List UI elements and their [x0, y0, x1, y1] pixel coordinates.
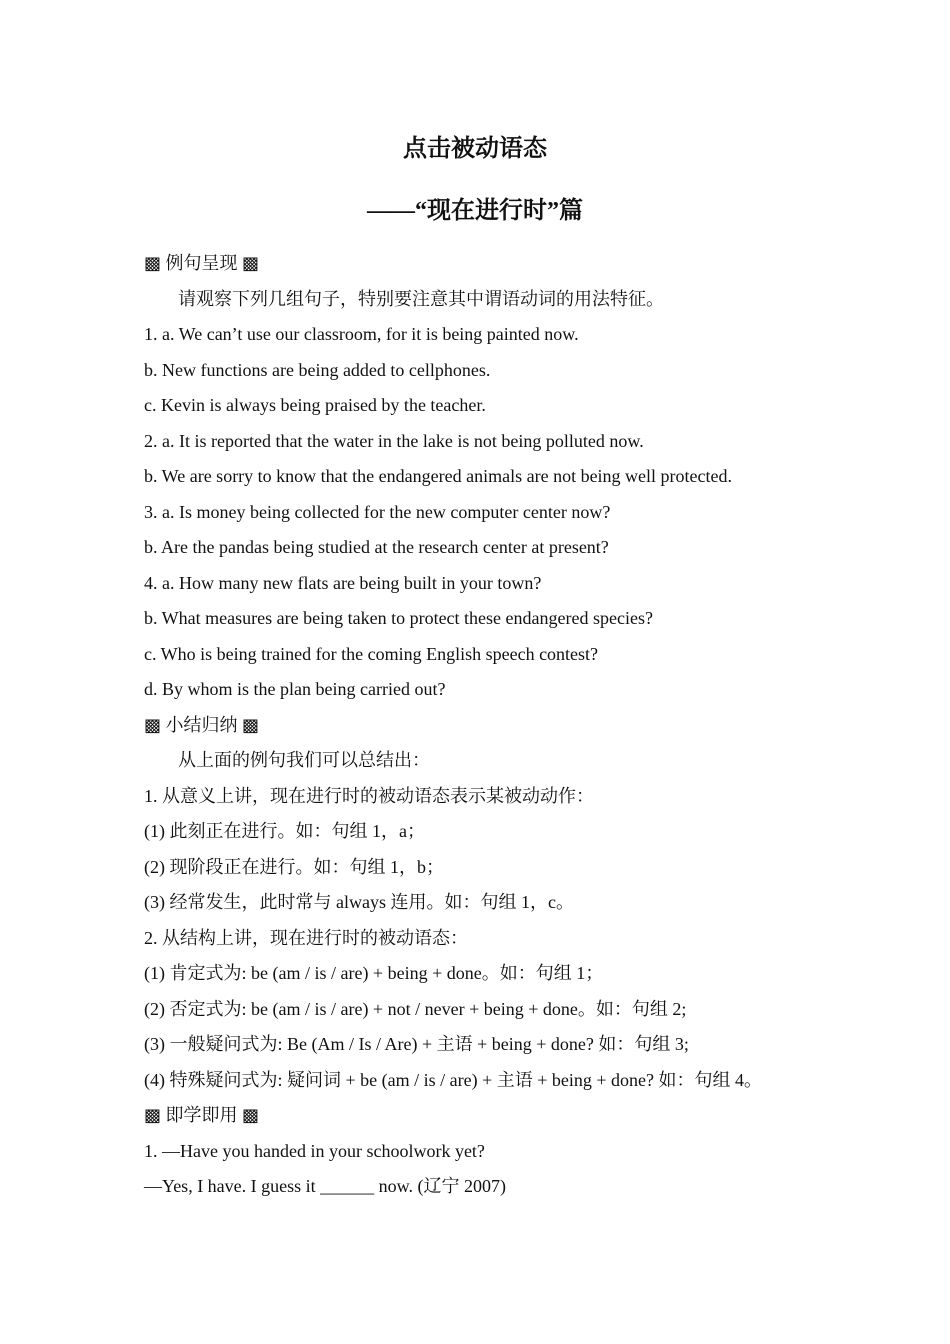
- text-line: (2) 现阶段正在进行。如：句组 1，b；: [144, 856, 444, 877]
- section-heading: ▩ 小结归纳 ▩: [144, 714, 260, 735]
- text-line: c. Who is being trained for the coming English speech contest?: [144, 643, 599, 664]
- text-line: 从上面的例句我们可以总结出：: [178, 750, 430, 770]
- text-line: (2) 否定式为: be (am / is / are) + not / never + being + done。如：句组 2;: [144, 998, 687, 1019]
- text-line: 1. a. We can’t use our classroom, for it is being painted now.: [144, 324, 579, 344]
- text-line: b. We are sorry to know that the endangered animals are not being well protected.: [144, 466, 733, 486]
- text-line: c. Kevin is always being praised by the teacher.: [144, 395, 486, 415]
- text-line: 1. —Have you handed in your schoolwork yet?: [144, 1140, 485, 1161]
- section-heading: ▩ 即学即用 ▩: [144, 1105, 260, 1125]
- text-line: —Yes, I have. I guess it ______ now. (辽宁 2007): [144, 1176, 506, 1196]
- text-line: (4) 特殊疑问式为: 疑问词 + be (am / is / are) + 主语 + being + done? 如：句组 4。: [144, 1069, 763, 1090]
- text-line: (1) 肯定式为: be (am / is / are) + being + done。如：句组 1；: [144, 963, 604, 983]
- text-line: 2. 从结构上讲，现在进行时的被动语态：: [144, 927, 468, 948]
- text-line: 4. a. How many new flats are being built in your town?: [144, 572, 542, 593]
- text-line: (3) 经常发生，此时常与 always 连用。如：句组 1，c。: [144, 892, 574, 912]
- document-body: [144, 246, 824, 1205]
- text-line: 2. a. It is reported that the water in the lake is not being polluted now.: [144, 430, 644, 451]
- text-line: b. Are the pandas being studied at the research center at present?: [144, 537, 609, 557]
- text-line: (3) 一般疑问式为: Be (Am / Is / Are) + 主语 + being + done? 如：句组 3;: [144, 1034, 689, 1054]
- text-line: 3. a. Is money being collected for the new computer center now?: [144, 501, 611, 522]
- text-line: b. What measures are being taken to protect these endangered species?: [144, 608, 653, 628]
- text-line: 请观察下列几组句子，特别要注意其中谓语动词的用法特征。: [178, 288, 664, 309]
- section-heading: ▩ 例句呈现 ▩: [144, 253, 260, 273]
- document-subtitle: ——“现在进行时”篇: [367, 198, 583, 224]
- document-title: 点击被动语态: [403, 136, 547, 162]
- text-line: d. By whom is the plan being carried out?: [144, 679, 446, 699]
- text-line: b. New functions are being added to cellphones.: [144, 359, 491, 380]
- text-line: 1. 从意义上讲，现在进行时的被动语态表示某被动动作：: [144, 785, 594, 806]
- text-line: (1) 此刻正在进行。如：句组 1，a；: [144, 821, 425, 841]
